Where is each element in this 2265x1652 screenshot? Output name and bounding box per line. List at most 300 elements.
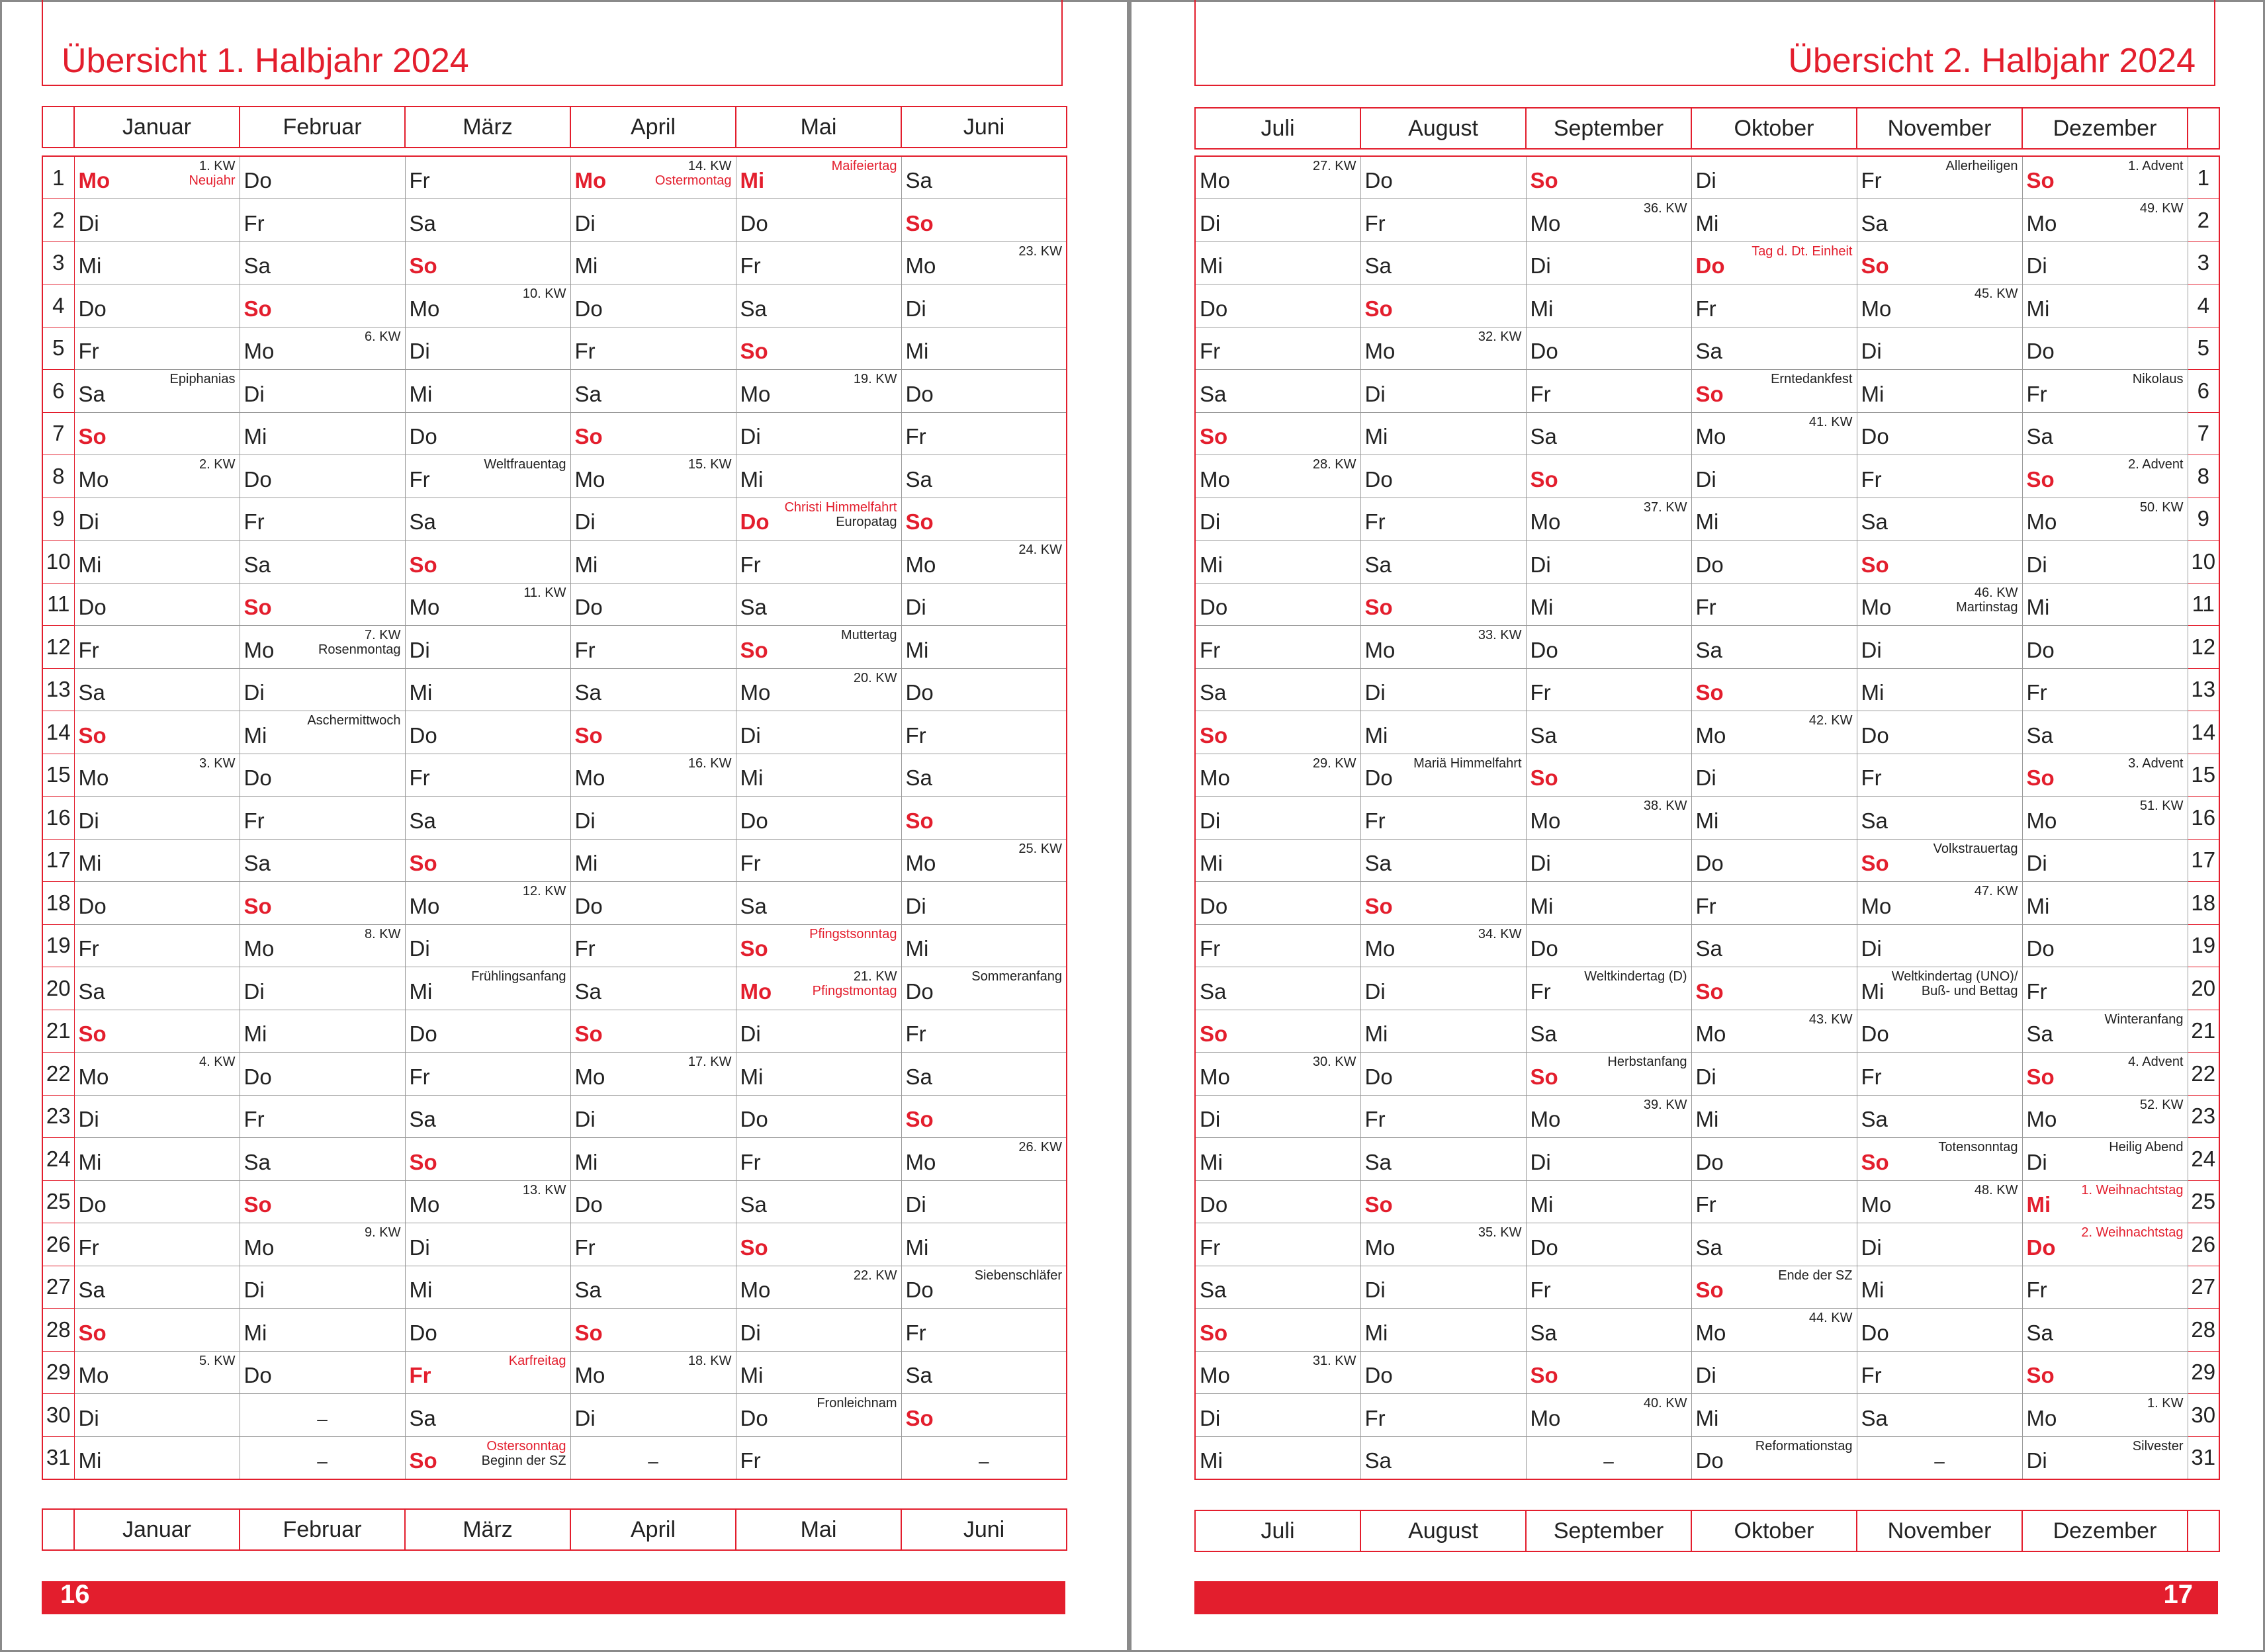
- weekday-label: Sa: [1695, 1235, 1722, 1260]
- weekday-label: Mo: [2026, 1107, 2057, 1131]
- weekday-label: Di: [409, 339, 430, 363]
- weekday-label: Sa: [740, 893, 767, 918]
- day-cell: [901, 711, 1067, 754]
- day-cell: [74, 1351, 240, 1394]
- day-cell: [2022, 1138, 2188, 1181]
- weekday-label: Do: [2026, 936, 2055, 961]
- day-cell: [2022, 882, 2188, 925]
- weekday-label: Mo: [244, 339, 275, 363]
- day-cell: [2022, 455, 2188, 498]
- day-number: 3: [2188, 241, 2219, 284]
- weekday-label: Di: [574, 1405, 596, 1430]
- weekday-label: Di: [1364, 381, 1386, 406]
- day-cell: [1691, 797, 1857, 840]
- weekday-label: Do: [244, 1363, 272, 1387]
- day-cell: [1360, 199, 1526, 242]
- day-row: [42, 882, 1067, 925]
- weekday-label: Mo: [1530, 210, 1561, 236]
- cell-note: [655, 159, 732, 188]
- weekday-label: So: [740, 637, 768, 662]
- day-number: 4: [42, 284, 74, 327]
- day-cell: [570, 241, 736, 284]
- weekday-label: Sa: [740, 595, 767, 619]
- day-cell: [570, 1180, 736, 1223]
- day-row: [42, 541, 1067, 584]
- day-cell: [2022, 924, 2188, 967]
- week-number: 49. KW: [2139, 201, 2184, 216]
- weekday-label: Di: [574, 210, 596, 236]
- day-cell: [1360, 1095, 1526, 1138]
- weekday-label: Fr: [1530, 680, 1551, 705]
- day-number: 10: [42, 541, 74, 584]
- day-cell: [570, 327, 736, 370]
- day-number: 24: [2188, 1138, 2219, 1181]
- day-cell: [736, 797, 901, 840]
- weekday-label: Fr: [409, 765, 430, 790]
- weekday-label: Di: [244, 978, 265, 1004]
- day-number: 13: [2188, 668, 2219, 711]
- day-row: [1195, 839, 2219, 882]
- day-cell: [901, 1180, 1067, 1223]
- weekday-label: So: [409, 1448, 437, 1473]
- cell-note: [1018, 244, 1062, 259]
- day-cell: [1691, 498, 1857, 541]
- month-header: April: [570, 107, 736, 148]
- holiday-label: Silvester: [2132, 1438, 2184, 1454]
- day-cell: [240, 1351, 405, 1394]
- cell-note: [854, 1268, 897, 1283]
- cell-note: [1933, 842, 2018, 856]
- cell-note: [318, 628, 401, 657]
- day-cell: [2022, 1010, 2188, 1053]
- weekday-label: Di: [1200, 210, 1221, 236]
- cell-note: [2081, 1225, 2183, 1240]
- no-day-dash: –: [317, 1408, 328, 1429]
- weekday-label: Do: [1695, 552, 1724, 577]
- holiday-label: 2. Advent: [2128, 457, 2184, 472]
- day-cell: [570, 967, 736, 1010]
- weekday-label: Mi: [905, 936, 929, 961]
- weekday-label: So: [409, 552, 437, 577]
- weekday-label: Sa: [2026, 1022, 2053, 1046]
- weekday-label: Do: [2026, 1235, 2056, 1260]
- weekday-label: Do: [1695, 851, 1724, 875]
- day-number: 5: [42, 327, 74, 370]
- day-row: [42, 199, 1067, 242]
- weekday-label: Mi: [1530, 595, 1554, 619]
- weekday-label: Di: [244, 1278, 265, 1302]
- day-cell: [1195, 1138, 1360, 1181]
- weekday-label: Di: [905, 595, 926, 619]
- cell-note: [199, 457, 235, 472]
- weekday-label: Fr: [1861, 466, 1882, 492]
- week-number: 52. KW: [2139, 1097, 2184, 1112]
- day-cell: [1857, 1394, 2022, 1437]
- day-cell: [570, 199, 736, 242]
- weekday-label: Sa: [244, 253, 271, 278]
- week-number: 17. KW: [688, 1055, 732, 1069]
- weekday-label: Mo: [574, 1363, 605, 1387]
- header-spacer: [2188, 108, 2219, 149]
- day-cell: [240, 754, 405, 797]
- day-cell: [570, 839, 736, 882]
- day-row: [42, 498, 1067, 541]
- weekday-label: Sa: [78, 978, 105, 1004]
- day-cell: [1360, 626, 1526, 669]
- cell-note: [484, 457, 566, 472]
- weekday-label: Do: [574, 296, 603, 321]
- day-cell: [570, 626, 736, 669]
- day-number: 1: [42, 156, 74, 199]
- day-cell: [2022, 1351, 2188, 1394]
- day-cell: [901, 1223, 1067, 1266]
- day-cell: [1195, 1053, 1360, 1096]
- weekday-label: Di: [574, 1107, 596, 1131]
- page-border: [0, 0, 2, 1652]
- weekday-label: Do: [1861, 722, 1889, 748]
- day-cell: [74, 199, 240, 242]
- month-header: März: [405, 107, 570, 148]
- weekday-label: Mi: [1200, 1149, 1223, 1174]
- cell-note: [523, 1183, 566, 1197]
- month-header: Januar: [74, 107, 240, 148]
- weekday-label: Do: [244, 168, 272, 193]
- weekday-label: Di: [740, 722, 761, 748]
- day-cell: [736, 1180, 901, 1223]
- weekday-label: Fr: [574, 1235, 596, 1260]
- day-cell: [405, 754, 570, 797]
- day-number: 17: [2188, 839, 2219, 882]
- weekday-label: So: [2026, 1064, 2055, 1089]
- day-cell: [1360, 455, 1526, 498]
- week-number: 2. KW: [199, 457, 236, 472]
- day-cell: [1360, 1436, 1526, 1479]
- weekday-label: Mi: [244, 722, 267, 748]
- cell-note: [1809, 1012, 1853, 1027]
- day-cell: [901, 241, 1067, 284]
- day-cell: [901, 882, 1067, 925]
- weekday-label: Do: [1530, 637, 1558, 662]
- cell-note: [975, 1268, 1062, 1283]
- holiday-label: Siebenschläfer: [974, 1268, 1062, 1283]
- day-number: 15: [42, 754, 74, 797]
- day-row: [42, 668, 1067, 711]
- day-cell: [570, 1266, 736, 1309]
- week-number: 7. KW: [365, 628, 401, 642]
- month-header: November: [1857, 108, 2022, 149]
- weekday-label: So: [1695, 1278, 1724, 1302]
- weekday-label: Do: [1364, 1064, 1393, 1089]
- page-title: Übersicht 2. Halbjahr 2024: [1788, 42, 2196, 80]
- day-cell: [1360, 711, 1526, 754]
- day-cell: [736, 498, 901, 541]
- weekday-label: Di: [905, 893, 926, 918]
- month-header: Mai: [736, 107, 901, 148]
- week-number: 6. KW: [365, 329, 401, 344]
- month-header-bottom: [42, 1508, 1067, 1551]
- weekday-label: Mi: [1861, 1278, 1885, 1302]
- day-row: [42, 241, 1067, 284]
- weekday-label: Fr: [78, 1235, 99, 1260]
- day-cell: [901, 541, 1067, 584]
- day-row: [1195, 924, 2219, 967]
- day-row: [1195, 754, 2219, 797]
- day-cell: [1526, 1266, 1691, 1309]
- day-cell: [1691, 1309, 1857, 1352]
- day-cell: [736, 1351, 901, 1394]
- day-cell: [1360, 284, 1526, 327]
- day-cell: [901, 1394, 1067, 1437]
- weekday-label: Fr: [1364, 1107, 1386, 1131]
- weekday-label: So: [905, 1107, 934, 1131]
- day-cell: [1526, 1095, 1691, 1138]
- day-cell: [1360, 754, 1526, 797]
- day-cell: [1526, 626, 1691, 669]
- weekday-label: Mi: [2026, 893, 2050, 918]
- cell-note: [1607, 1055, 1687, 1069]
- weekday-label: Mo: [409, 893, 440, 918]
- cell-note: [1755, 1439, 1853, 1454]
- weekday-label: Mi: [905, 1235, 929, 1260]
- day-cell: [570, 455, 736, 498]
- cell-note: [1956, 586, 2018, 615]
- day-cell: [1360, 412, 1526, 455]
- day-cell: [74, 1223, 240, 1266]
- day-cell: [736, 1266, 901, 1309]
- weekday-label: Sa: [905, 765, 932, 790]
- day-cell: [1857, 1010, 2022, 1053]
- weekday-label: Sa: [1861, 210, 1888, 236]
- weekday-label: Mi: [1200, 851, 1223, 875]
- weekday-label: Fr: [1695, 296, 1716, 321]
- weekday-label: Mo: [409, 1192, 440, 1217]
- cell-note: [809, 927, 897, 941]
- cell-note: [971, 969, 1062, 984]
- weekday-label: Mo: [1861, 595, 1892, 619]
- day-cell: [405, 156, 570, 199]
- week-number: 22. KW: [853, 1268, 897, 1283]
- day-cell: [736, 370, 901, 413]
- day-number: 22: [2188, 1053, 2219, 1096]
- day-row: [1195, 967, 2219, 1010]
- weekday-label: Sa: [78, 680, 105, 705]
- day-cell: [74, 839, 240, 882]
- day-cell: [1195, 370, 1360, 413]
- day-row: [1195, 284, 2219, 327]
- day-cell: [1195, 797, 1360, 840]
- weekday-label: Mi: [1364, 424, 1388, 449]
- day-cell: [570, 1436, 736, 1479]
- day-cell: [570, 1053, 736, 1096]
- weekday-label: So: [1200, 424, 1228, 449]
- day-row: [42, 1309, 1067, 1352]
- weekday-label: So: [1364, 296, 1393, 321]
- day-cell: [1360, 839, 1526, 882]
- weekday-label: Di: [1861, 1235, 1882, 1260]
- day-cell: [1195, 711, 1360, 754]
- day-cell: [570, 882, 736, 925]
- weekday-label: Fr: [574, 936, 596, 961]
- day-cell: [736, 1053, 901, 1096]
- weekday-label: Fr: [409, 1363, 431, 1387]
- weekday-label: Sa: [2026, 722, 2053, 748]
- weekday-label: Sa: [905, 466, 932, 492]
- weekday-label: Sa: [905, 1064, 932, 1089]
- weekday-label: Mi: [1364, 1022, 1388, 1046]
- cell-note: [1413, 756, 1521, 771]
- day-cell: [901, 156, 1067, 199]
- cell-note: [2109, 1140, 2183, 1154]
- weekday-label: Fr: [740, 851, 761, 875]
- weekday-label: Do: [1200, 1192, 1228, 1217]
- weekday-label: Sa: [1861, 1107, 1888, 1131]
- weekday-label: So: [78, 1320, 107, 1345]
- weekday-label: Di: [1530, 253, 1551, 278]
- holiday-label: Mariä Himmelfahrt: [1413, 756, 1522, 771]
- day-row: [42, 370, 1067, 413]
- day-cell: [240, 541, 405, 584]
- day-row: [42, 1223, 1067, 1266]
- day-cell: [2022, 1053, 2188, 1096]
- weekday-label: So: [574, 1320, 603, 1345]
- day-cell: [901, 1053, 1067, 1096]
- weekday-label: So: [1364, 595, 1393, 619]
- day-number: 19: [42, 924, 74, 967]
- weekday-label: Mi: [1200, 552, 1223, 577]
- day-cell: [74, 967, 240, 1010]
- weekday-label: Mo: [2026, 210, 2057, 236]
- day-cell: [1857, 668, 2022, 711]
- weekday-label: Do: [905, 1278, 934, 1302]
- weekday-label: Do: [1364, 765, 1393, 790]
- day-cell: [570, 498, 736, 541]
- week-number: 48. KW: [1974, 1182, 2018, 1197]
- day-cell: [1691, 754, 1857, 797]
- day-cell: [1526, 156, 1691, 199]
- weekday-label: Di: [1364, 680, 1386, 705]
- month-header: August: [1360, 1510, 1526, 1551]
- weekday-label: Mo: [78, 168, 111, 193]
- day-cell: [1526, 412, 1691, 455]
- day-number: 14: [2188, 711, 2219, 754]
- week-number: 20. KW: [853, 670, 897, 685]
- day-cell: [1691, 327, 1857, 370]
- cell-note: [1644, 1098, 1687, 1112]
- holiday-label: Buß- und Bettag: [1921, 984, 2018, 998]
- weekday-label: Mo: [2026, 509, 2057, 534]
- weekday-label: Sa: [905, 1363, 932, 1387]
- day-cell: [1360, 1180, 1526, 1223]
- day-row: [1195, 1138, 2219, 1181]
- day-cell: [1526, 1436, 1691, 1479]
- month-header: März: [405, 1509, 570, 1550]
- day-cell: [1691, 1266, 1857, 1309]
- weekday-label: Mo: [2026, 808, 2057, 833]
- weekday-label: So: [1364, 1192, 1393, 1217]
- weekday-label: So: [1861, 1149, 1889, 1174]
- day-cell: [1857, 284, 2022, 327]
- weekday-label: Fr: [574, 637, 596, 662]
- weekday-label: Di: [409, 936, 430, 961]
- day-row: [42, 626, 1067, 669]
- day-number: 24: [42, 1138, 74, 1181]
- day-cell: [1857, 455, 2022, 498]
- cell-note: [365, 329, 400, 344]
- calendar-grid: [42, 155, 1067, 1480]
- day-number: 23: [42, 1095, 74, 1138]
- day-cell: [1526, 711, 1691, 754]
- week-number: 8. KW: [365, 926, 401, 941]
- day-cell: [1526, 1351, 1691, 1394]
- weekday-label: So: [1530, 1064, 1558, 1089]
- day-cell: [1857, 327, 2022, 370]
- weekday-label: Mo: [905, 851, 936, 875]
- day-cell: [1195, 1309, 1360, 1352]
- weekday-label: Sa: [2026, 424, 2053, 449]
- weekday-label: Mi: [1695, 210, 1719, 236]
- day-number: 15: [2188, 754, 2219, 797]
- day-cell: [1360, 1053, 1526, 1096]
- day-cell: [1857, 924, 2022, 967]
- weekday-label: Do: [1695, 1448, 1724, 1473]
- weekday-label: Mo: [1200, 168, 1230, 193]
- day-cell: [1360, 541, 1526, 584]
- day-number: 9: [42, 498, 74, 541]
- day-cell: [240, 1309, 405, 1352]
- month-header: September: [1526, 1510, 1691, 1551]
- day-cell: [74, 797, 240, 840]
- day-cell: [901, 412, 1067, 455]
- day-cell: [570, 668, 736, 711]
- day-cell: [240, 1436, 405, 1479]
- week-number: 33. KW: [1478, 628, 1522, 642]
- day-cell: [1691, 455, 1857, 498]
- weekday-label: Mi: [409, 381, 433, 406]
- day-cell: [1195, 284, 1360, 327]
- day-cell: [405, 1180, 570, 1223]
- weekday-label: Mi: [1695, 808, 1719, 833]
- cell-note: [1313, 457, 1356, 472]
- day-cell: [1691, 241, 1857, 284]
- week-number: 1. KW: [2147, 1396, 2184, 1411]
- day-row: [1195, 1053, 2219, 1096]
- weekday-label: Do: [740, 808, 768, 833]
- day-cell: [1360, 668, 1526, 711]
- day-cell: [74, 668, 240, 711]
- weekday-label: Mi: [1530, 893, 1554, 918]
- holiday-label: Frühlingsanfang: [471, 969, 566, 984]
- page-title: Übersicht 1. Halbjahr 2024: [62, 42, 469, 80]
- cell-note: [1938, 1140, 2018, 1154]
- holiday-label: Fronleichnam: [817, 1396, 897, 1411]
- header-spacer: [42, 1509, 74, 1550]
- weekday-label: Mi: [1530, 296, 1554, 321]
- day-cell: [1691, 1436, 1857, 1479]
- day-cell: [1195, 967, 1360, 1010]
- holiday-label: Pfingstsonntag: [809, 926, 897, 941]
- month-header: Dezember: [2022, 1510, 2188, 1551]
- day-row: [42, 327, 1067, 370]
- day-cell: [405, 455, 570, 498]
- day-cell: [1526, 241, 1691, 284]
- week-number: 18. KW: [688, 1353, 732, 1368]
- weekday-label: Mi: [1695, 509, 1719, 534]
- day-cell: [240, 1266, 405, 1309]
- weekday-label: So: [409, 851, 437, 875]
- cell-note: [523, 586, 566, 600]
- day-cell: [1195, 241, 1360, 284]
- day-cell: [901, 1138, 1067, 1181]
